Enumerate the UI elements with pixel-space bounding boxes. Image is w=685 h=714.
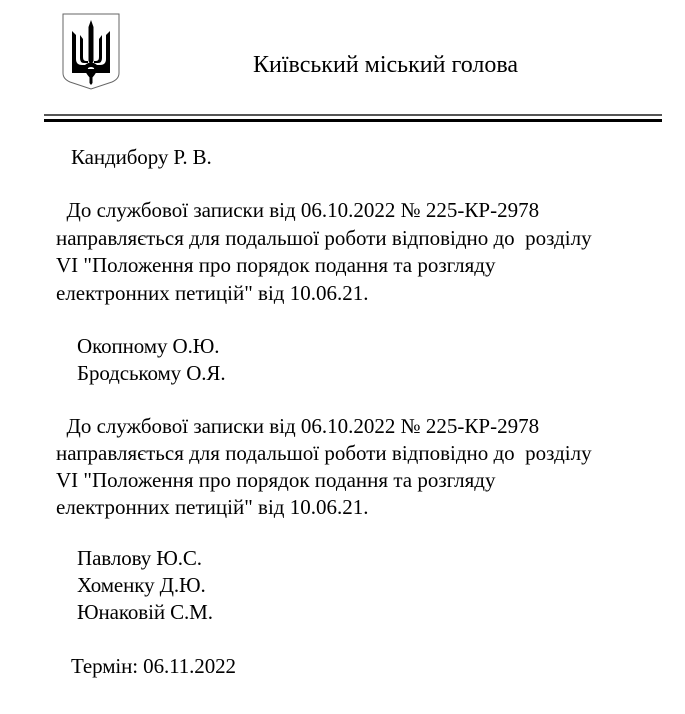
deadline: Термін: 06.11.2022 <box>71 654 236 678</box>
addressee: Окопному О.Ю. <box>77 334 220 358</box>
resolution-line: До службової записки від 06.10.2022 № 225-КР-2978 <box>56 414 540 438</box>
addressee: Юнаковій С.М. <box>77 600 213 624</box>
resolution-line: До службової записки від 06.10.2022 № 225-КР-2978 <box>56 198 540 222</box>
resolution-line: направляється для подальшої роботи відповідно до розділу <box>56 226 592 250</box>
addressee: Павлову Ю.С. <box>77 546 202 570</box>
header-title: Київський міський голова <box>253 52 519 78</box>
resolution-line: направляється для подальшої роботи відповідно до розділу <box>56 441 592 465</box>
addressee: Хоменку Д.Ю. <box>77 573 206 597</box>
header-rule-thick <box>44 119 662 122</box>
resolution-line: VI "Положення про порядок подання та розгляду <box>56 468 496 492</box>
addressee: Кандибору Р. В. <box>71 145 212 169</box>
resolution-line: електронних петицій" від 10.06.21. <box>56 281 369 305</box>
addressee: Бродському О.Я. <box>77 361 226 385</box>
coat-of-arms-icon <box>62 13 120 90</box>
resolution-line: VI "Положення про порядок подання та розгляду <box>56 253 496 277</box>
resolution-line: електронних петицій" від 10.06.21. <box>56 495 369 519</box>
header-rule-thin <box>44 114 662 116</box>
